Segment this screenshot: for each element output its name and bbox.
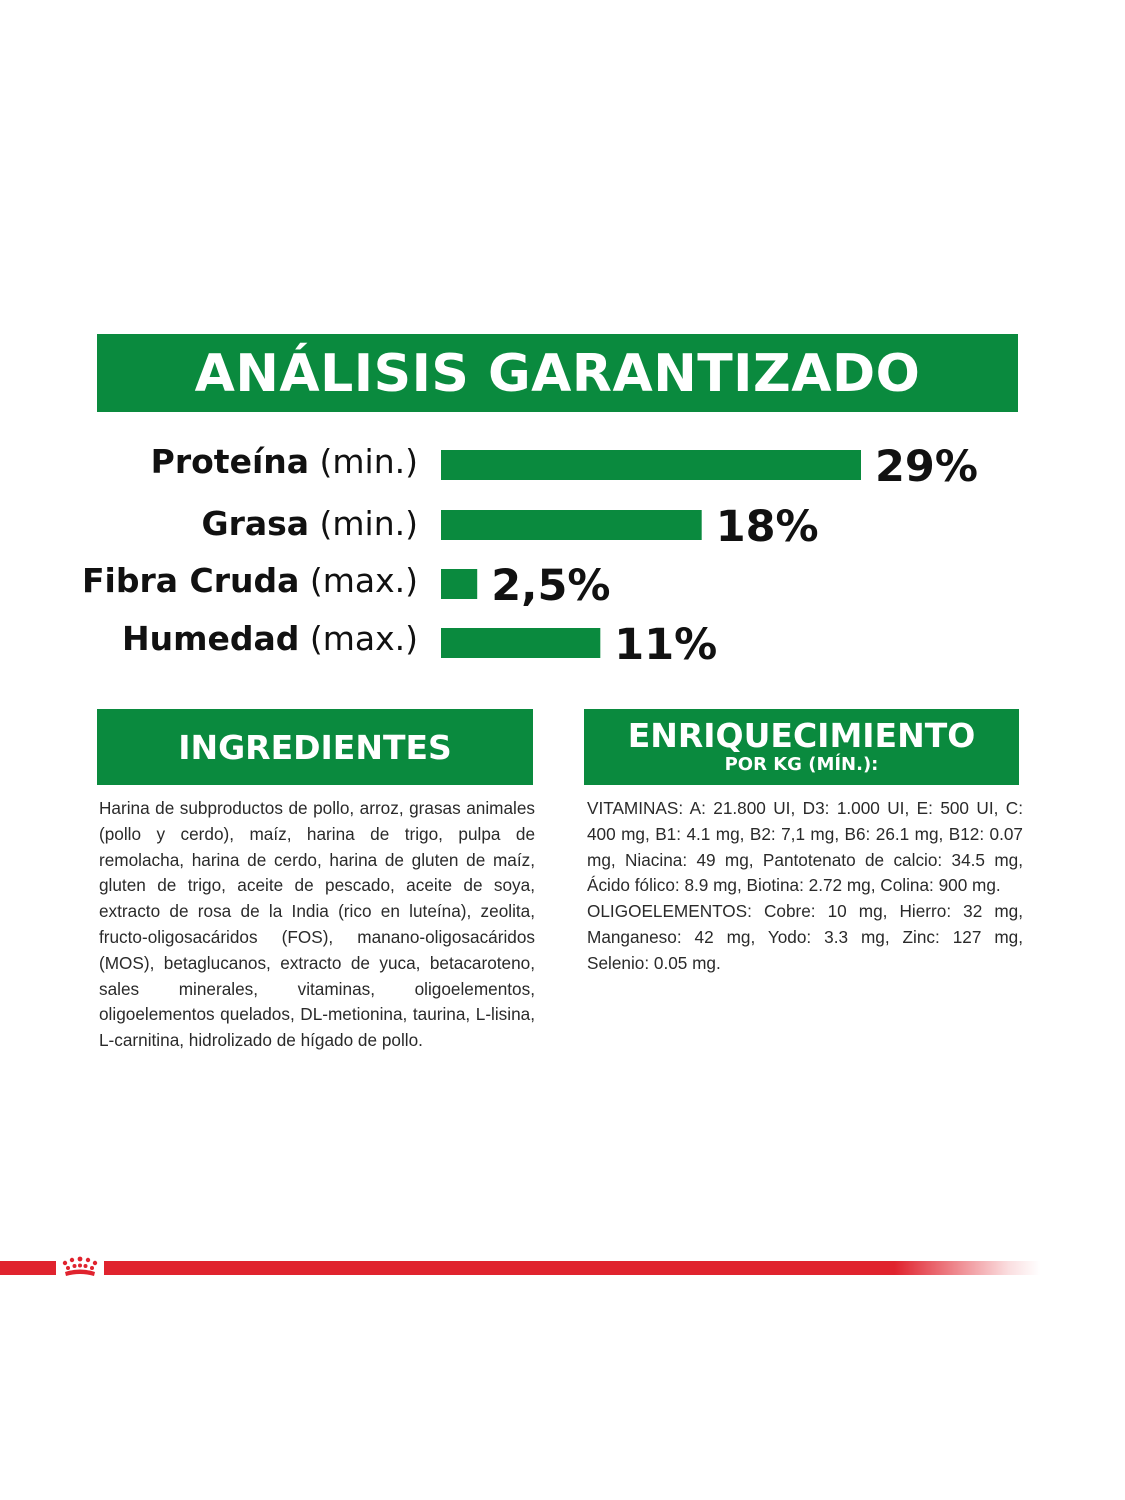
bar-value-label-fiber: 2,5% [491, 561, 611, 611]
vitamins-text: VITAMINAS: A: 21.800 UI, D3: 1.000 UI, E: 500 UI, C: 400 mg, B1: 4.1 mg, B2: 7,1 mg, B6: 26.1 mg, B12: 0.07 mg, Niacina: 49 mg, Pantotenato de calcio: 34.5 mg, Ácido fólico: 8.9 mg, Biotina: 2.72 mg, Colina: 900 mg. [587, 798, 1023, 896]
ingredients-text: Harina de subproductos de pollo, arroz, grasas animales (pollo y cerdo), maíz, harina de trigo, pulpa de remolacha, harina de cerdo, harina de gluten de maíz, gluten de trigo, aceite de pescado, aceite de soya, extracto de rosa de la India (rico en luteína), zeolita, fructo-oligosacáridos (FOS), manano-oligosacáridos (MOS), betaglucanos, extracto de yuca, betacaroteno, sales minerales, vitaminas, oligoelementos, oligoelementos quelados, DL-metionina, taurina, L-lisina, L-carnitina, hidrolizado de hígado de pollo. [99, 798, 535, 1051]
ingredients-title: INGREDIENTES [178, 728, 452, 767]
nutrient-name: Humedad [121, 619, 300, 658]
bar-moisture [441, 628, 600, 658]
footer-red-line [0, 1261, 1040, 1275]
analysis-title: ANÁLISIS GARANTIZADO [194, 344, 921, 404]
enrichment-text [587, 796, 1023, 977]
crown-icon [56, 1254, 104, 1282]
nutrient-name: Grasa [201, 504, 310, 543]
ingredients-title-banner [97, 709, 533, 785]
nutrient-name: Proteína [150, 442, 310, 481]
nutrient-bar-chart [0, 0, 1125, 700]
nutrient-qualifier: (min.) [319, 504, 418, 543]
bar-value-label-moisture: 11% [614, 620, 718, 670]
enrichment-title: ENRIQUECIMIENTO [627, 716, 976, 755]
nutrient-qualifier: (max.) [309, 561, 418, 600]
nutrient-name: Fibra Cruda [81, 561, 300, 600]
enrichment-title-banner [584, 709, 1019, 785]
trace-elements-text: OLIGOELEMENTOS: Cobre: 10 mg, Hierro: 32 mg, Manganeso: 42 mg, Yodo: 3.3 mg, Zinc: 127 mg, Selenio: 0.05 mg. [587, 901, 1023, 973]
bar-fat [441, 510, 702, 540]
nutrient-qualifier: (min.) [319, 442, 418, 481]
bar-value-label-protein: 29% [875, 442, 978, 492]
bar-fiber [441, 569, 477, 599]
enrichment-subtitle: POR KG (MÍN.): [724, 754, 879, 775]
nutrient-qualifier: (max.) [309, 619, 418, 658]
bar-protein [441, 450, 861, 480]
bar-value-label-fat: 18% [715, 502, 819, 552]
